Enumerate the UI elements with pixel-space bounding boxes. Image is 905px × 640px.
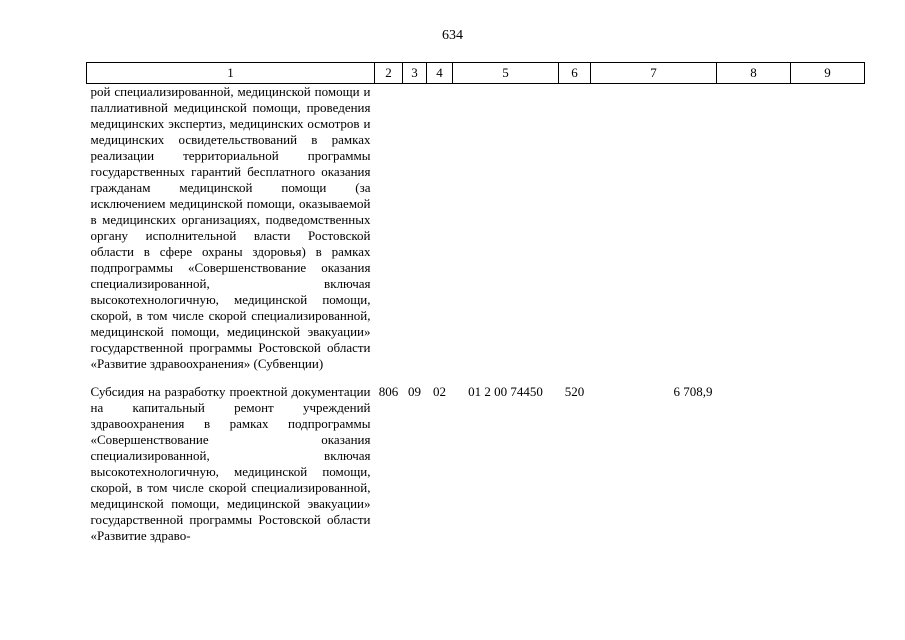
row-code-admin: 806 — [378, 384, 399, 399]
row-code-admin — [375, 84, 403, 373]
row-code-section — [403, 84, 427, 373]
row-amount-2 — [717, 84, 791, 373]
table-row — [87, 84, 865, 373]
row-code-subsection — [427, 84, 453, 373]
column-header-6: 6 — [559, 63, 591, 84]
row-amount-1 — [591, 84, 717, 373]
row-code-section: 09 — [408, 384, 421, 399]
row-code-target: 01 2 00 74450 — [468, 384, 543, 399]
row-code-expense-type: 520 — [564, 384, 585, 399]
row-code-target — [453, 84, 559, 373]
column-header-7: 7 — [591, 63, 717, 84]
row-amount-2 — [717, 372, 791, 544]
column-header-1: 1 — [87, 63, 375, 84]
row-code-expense-type — [559, 84, 591, 373]
budget-table — [86, 62, 865, 544]
row-amount-3 — [791, 84, 865, 373]
column-header-9: 9 — [791, 63, 865, 84]
row-description: рой специализированной, медицинской помощи и паллиативной медицинской помощи, проведения медицинских экспертиз, медицинских осмотров и медицинских освидетельствований в рамках реализации территориальной программы государственных гарантий бесплатного оказания гражданам медицинской помощи (за исключением медицинской помощи, оказываемой в медицинских организациях, подведомственных органу исполнительной власти Ростовской области в сфере охраны здоровья) в рамках подпрограммы «Совершенствование оказания специализированной, включая высокотехнологичную, медицинской помощи, скорой, в том числе скорой специализированной, медицинской помощи, медицинской эвакуации» государственной программы Ростовской области «Развитие здравоохранения» (Субвенции) — [90, 84, 371, 371]
row-code-subsection: 02 — [433, 384, 446, 399]
column-header-8: 8 — [717, 63, 791, 84]
row-description: Субсидия на разработку проектной документации на капитальный ремонт учреждений здравоохранения в рамках подпрограммы «Совершенствование оказания специализированной, включая высокотехнологичную, медицинской помощи, скорой, в том числе скорой специализированной, медицинской помощи, медицинской эвакуации» государственной программы Ростовской области «Развитие здраво- — [90, 384, 371, 543]
table-row — [87, 372, 865, 544]
column-header-4: 4 — [427, 63, 453, 84]
row-amount-3 — [791, 372, 865, 544]
page-number: 634 — [442, 28, 463, 43]
column-header-2: 2 — [375, 63, 403, 84]
table-header-row — [87, 63, 865, 84]
column-header-5: 5 — [453, 63, 559, 84]
column-header-3: 3 — [403, 63, 427, 84]
row-amount-1: 6 708,9 — [673, 384, 713, 399]
